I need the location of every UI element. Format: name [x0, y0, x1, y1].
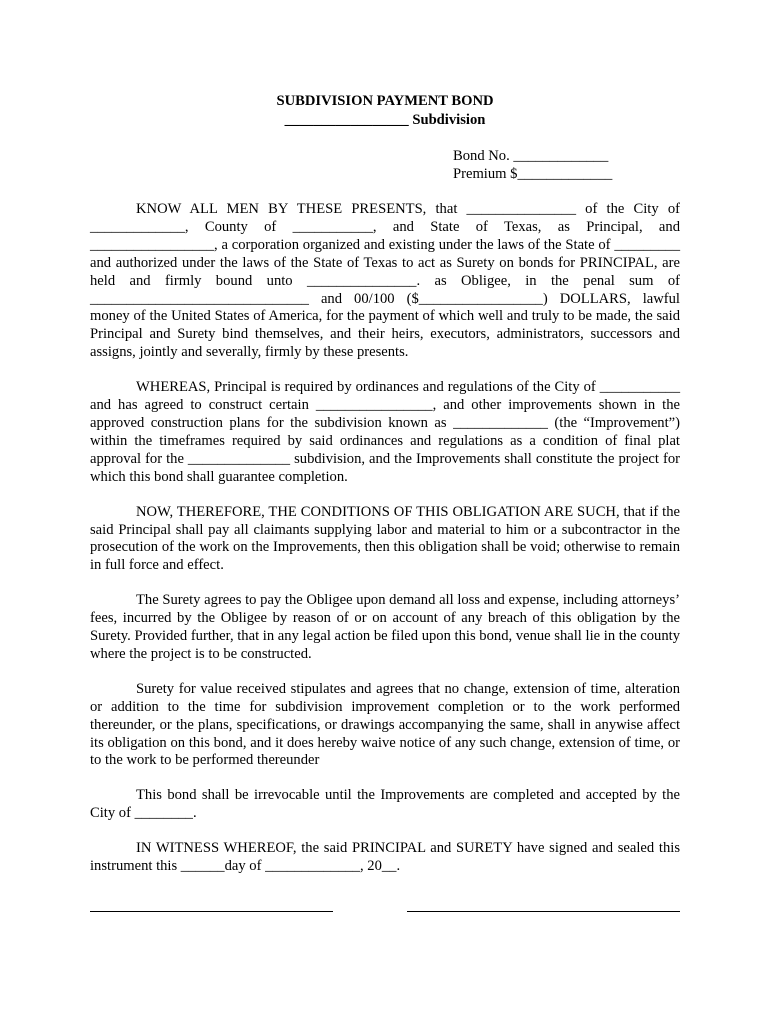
- paragraph-surety-stipulates: Surety for value received stipulates and agrees that no change, extension of time, alteration or addition to the time for subdivision improvement completion or to the work performed thereunder, or the plans, specifications, or drawings accompanying the same, shall in anywise affect its obligation on this bond, and it does hereby waive notice of any such change, extension of time, or to the work to be performed thereunder: [90, 680, 680, 769]
- paragraph-whereas: WHEREAS, Principal is required by ordinances and regulations of the City of ___________ and has agreed to construct certain ________________, and other improvements shown in the approved construction plans for the subdivision known as _____________ (the “Improvement”) within the timeframes required by said ordinances and regulations as a condition of final plat approval for the ______________ subdivision, and the Improvements shall constitute the project for which this bond shall guarantee completion.: [90, 379, 680, 485]
- paragraph-know-all-men: KNOW ALL MEN BY THESE PRESENTS, that _______________ of the City of _____________, County of ___________, and State of Texas, as Principal, and _________________, a corporation organized and existing under the laws of the State of _________ and authorized under the laws of the State of Texas to act as Surety on bonds for PRINCIPAL, are held and firmly bound unto _______________. as Obligee, in the penal sum of ______________________________ and 00/100 ($_________________) DOLLARS, lawful money of the United States of America, for the payment of which well and truly to be made, the said Principal and Surety bind themselves, and their heirs, executors, administrators, successors and assigns, jointly and severally, firmly by these presents.: [90, 201, 680, 361]
- paragraph-surety-agrees: The Surety agrees to pay the Obligee upon demand all loss and expense, including attorneys’ fees, incurred by the Obligee by reason of or on account of any breach of this obligation by the Surety. Provided further, that in any legal action be filed upon this bond, venue shall lie in the county where the project is to be constructed.: [90, 592, 680, 662]
- bond-number: Bond No. _____________: [453, 148, 609, 164]
- principal-signature-line: [90, 910, 333, 912]
- surety-signature-line: [407, 910, 680, 912]
- paragraph-irrevocable: This bond shall be irrevocable until the Improvements are completed and accepted by the City of ________.: [90, 787, 680, 822]
- premium-amount: Premium $_____________: [453, 166, 613, 182]
- paragraph-conditions: NOW, THEREFORE, THE CONDITIONS OF THIS OBLIGATION ARE SUCH, that if the said Principal shall pay all claimants supplying labor and material to him or a subcontractor in the prosecution of the work on the Improvements, then this obligation shall be void; otherwise to remain in full force and effect.: [90, 503, 680, 574]
- paragraph-witness-whereof: IN WITNESS WHEREOF, the said PRINCIPAL and SURETY have signed and sealed this instrument this ______day of _____________, 20__.: [90, 840, 680, 875]
- document-page: [90, 92, 680, 876]
- document-title: SUBDIVISION PAYMENT BOND: [276, 93, 494, 109]
- signature-lines: [90, 910, 680, 912]
- document-subtitle: _________________ Subdivision: [284, 112, 486, 128]
- bond-info: [453, 147, 680, 183]
